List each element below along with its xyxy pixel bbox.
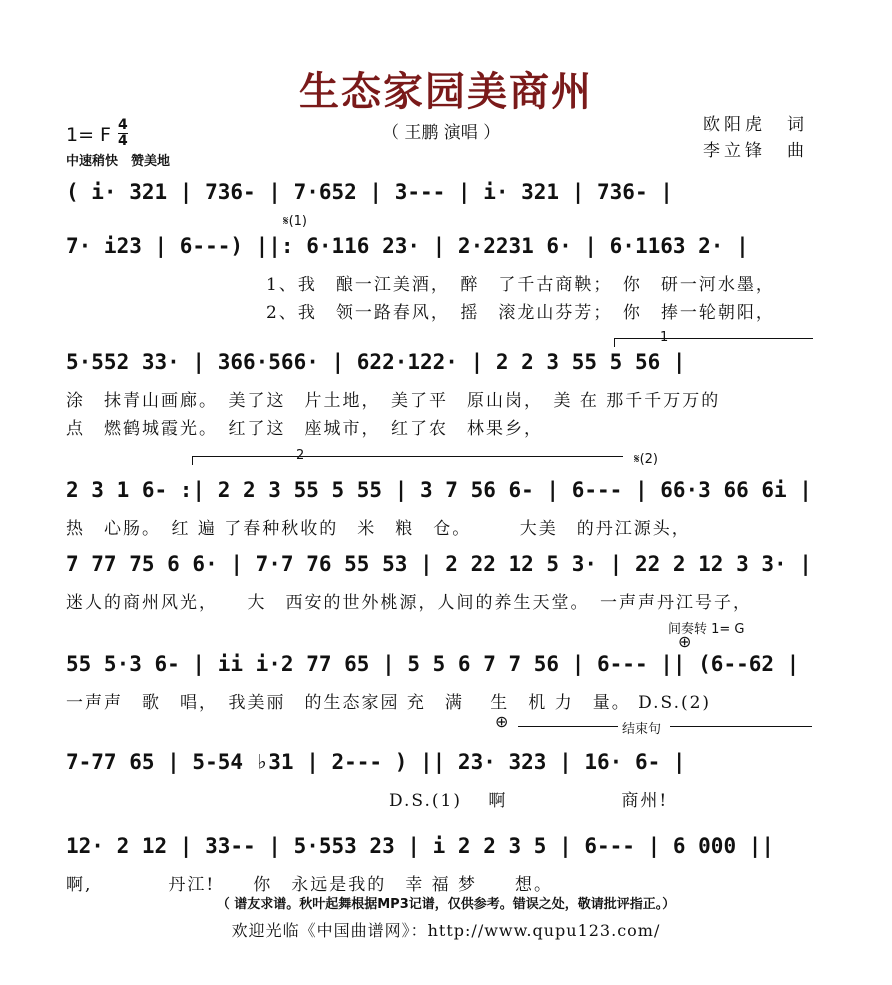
- notation-row-3: 5·552 33· | 366·566· | 622·122· | 2 2 3 55 5 56 |: [66, 350, 686, 374]
- time-signature: [118, 118, 128, 149]
- tempo-marking: 中速稍快 赞美地: [66, 154, 171, 169]
- song-title: 生态家园美商州: [299, 69, 593, 115]
- notation-row-4: 2 3 1 6- :| 2 2 3 55 5 55 | 3 7 56 6- | 6--- | 66·3 66 6i |: [66, 478, 812, 502]
- coda-line-left: [518, 726, 618, 727]
- lyricist-credit: 欧阳虎 词: [703, 115, 808, 135]
- first-ending-bracket: [614, 338, 813, 347]
- notation-row-7: 7-77 65 | 5-54 ♭31 | 2--- ) || 23· 323 | 16· 6- |: [66, 750, 686, 774]
- interlude-key-change: 间奏转 1= G: [668, 622, 745, 637]
- coda-line-right: [670, 726, 812, 727]
- notation-row-6: 55 5·3 6- | ii i·2 77 65 | 5 5 6 7 7 56 | 6--- || (6--62 |: [66, 652, 800, 676]
- transcription-note: （ 谱友求谱。秋叶起舞根据MP3记谱，仅供参考。错误之处，敬请批评指正。）: [216, 897, 676, 912]
- lyrics-row-6: 一声声 歌 唱， 我美丽 的生态家园 充 满 生 机 力 量。 D.S.(2): [66, 693, 712, 713]
- lyrics-row-4: 热 心肠。 红 遍 了春种秋收的 米 粮 仓。 大美 的丹江源头，: [66, 519, 691, 539]
- notation-row-5: 7 77 75 6 6· | 7·7 76 55 53 | 2 22 12 5 3· | 22 2 12 3 3· |: [66, 552, 812, 576]
- singer-credit: （ 王鹏 演唱 ）: [382, 123, 501, 143]
- second-ending-bracket: [192, 456, 623, 465]
- website-credit: 欢迎光临《中国曲谱网》：http://www.qupu123.com/: [231, 921, 661, 940]
- lyrics-row-5: 迷人的商州风光， 大 西安的世外桃源，人间的养生天堂。 一声声丹江号子，: [66, 593, 752, 613]
- key-signature: 1= F: [66, 124, 111, 146]
- ending-phrase-label: 结束句: [622, 722, 662, 737]
- coda-icon: ⊕: [678, 632, 692, 651]
- lyrics-row-3-verse-2: 点 燃鹤城霞光。 红了这 座城市， 红了农 林果乡，: [66, 419, 543, 439]
- lyrics-row-3-verse-1: 涂 抹青山画廊。 美了这 片土地， 美了平 原山岗， 美 在 那千千万万的: [66, 391, 721, 411]
- notation-row-2: 7· i23 | 6---) ||: 6·116 23· | 2·2231 6· | 6·1163 2· |: [66, 234, 749, 258]
- lyrics-row-2-verse-1: 1、我 酿一江美酒， 醉 了千古商鞅； 你 研一河水墨，: [266, 275, 775, 295]
- time-top: 4: [118, 117, 128, 133]
- lyrics-row-7: D.S.(1) 啊 商州!: [66, 791, 669, 811]
- time-bottom: 4: [118, 133, 128, 149]
- composer-credit: 李立锋 曲: [703, 141, 808, 161]
- segno-mark-1: 𝄋(1): [283, 214, 308, 229]
- lyrics-row-8: 啊, 丹江! 你 永远是我的 幸 福 梦 想。: [66, 875, 554, 895]
- notation-row-8: 12· 2 12 | 33-- | 5·553 23 | i 2 2 3 5 | 6--- | 6 000 ||: [66, 834, 775, 858]
- second-ending-label: 2: [296, 448, 305, 463]
- segno-mark-2: 𝄋(2): [634, 452, 659, 467]
- coda-icon: ⊕: [495, 712, 509, 731]
- first-ending-label: 1: [660, 330, 669, 345]
- lyrics-row-2-verse-2: 2、我 领一路春风， 摇 滚龙山芬芳； 你 捧一轮朝阳，: [266, 303, 775, 323]
- notation-row-1: ( i· 321 | 736- | 7·652 | 3--- | i· 321 | 736- |: [66, 180, 673, 204]
